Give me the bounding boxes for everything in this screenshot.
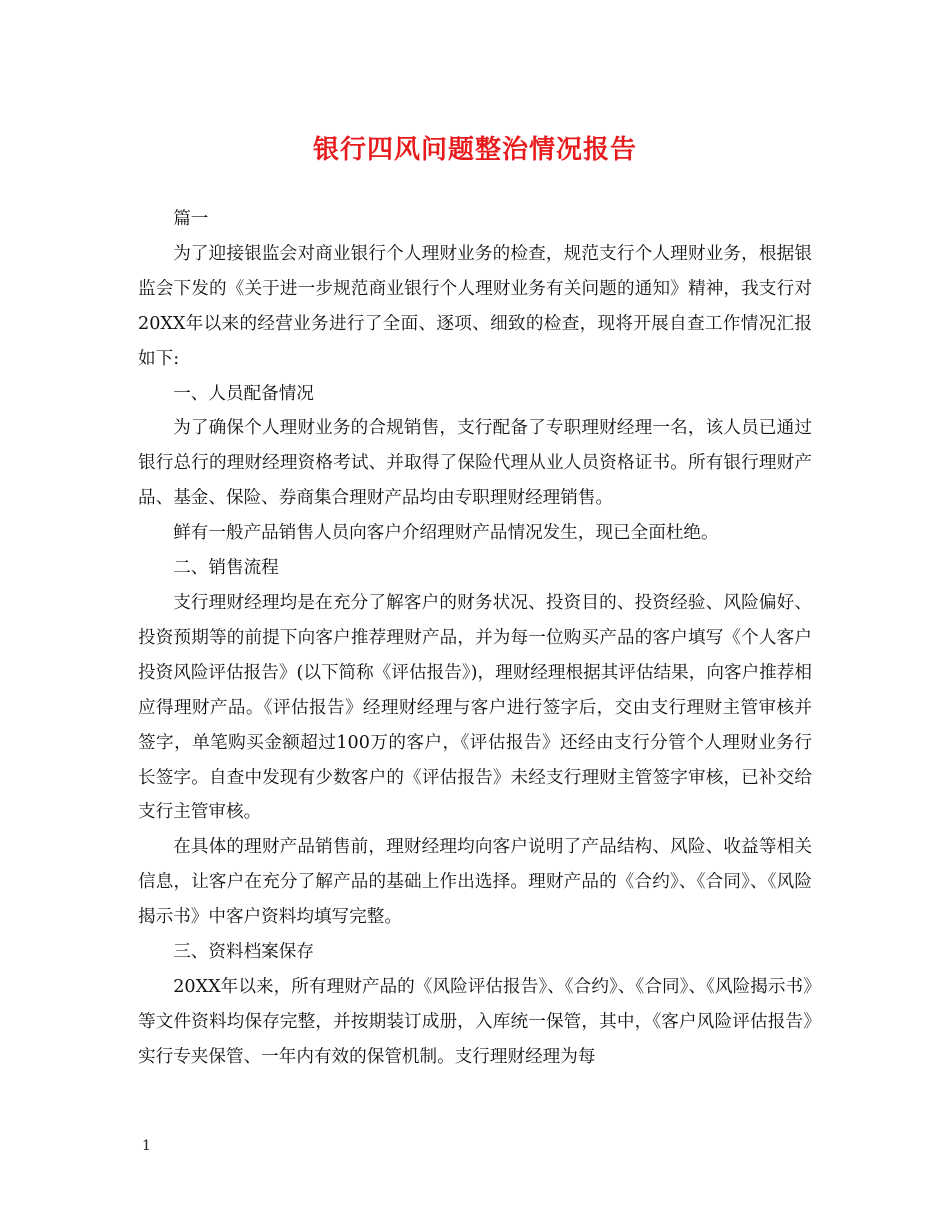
section-heading-sales-process: 二、销售流程	[173, 558, 279, 579]
paragraph-product-disclosure: 在具体的理财产品销售前，理财经理均向客户说明了产品结构、风险、收益等相关信息，让客户在充分了解产品的基础上作出选择。理财产品的《合约》、《合同》、《风险揭示书》中客户资料均填写完整。	[138, 837, 812, 928]
section-heading-staffing: 一、人员配备情况	[173, 383, 314, 404]
paragraph-intro: 为了迎接银监会对商业银行个人理财业务的检查，规范支行个人理财业务，根据银监会下发的《关于进一步规范商业银行个人理财业务有关问题的通知》精神，我支行对20XX年以来的经营业务进行了全面、逐项、细致的检查，现将开展自查工作情况汇报如下:	[138, 243, 812, 369]
paragraph-archives: 20XX年以来，所有理财产品的《风险评估报告》、《合约》、《合同》、《风险揭示书》等文件资料均保存完整，并按期装订成册，入库统一保管，其中，《客户风险评估报告》实行专夹保管、一年内有效的保管机制。支行理财经理为每	[138, 976, 812, 1067]
page-number: 1	[142, 1138, 151, 1154]
paragraph-staffing: 为了确保个人理财业务的合规销售，支行配备了专职理财经理一名，该人员已通过银行总行的理财经理资格考试、并取得了保险代理从业人员资格证书。所有银行理财产品、基金、保险、券商集合理财产品均由专职理财经理销售。	[138, 418, 812, 509]
document-title: 银行四风问题整治情况报告	[312, 135, 637, 165]
paragraph-staffing-note: 鲜有一般产品销售人员向客户介绍理财产品情况发生，现已全面杜绝。	[173, 523, 719, 544]
section-heading-archives: 三、资料档案保存	[173, 942, 314, 963]
section-label-part-one: 篇一	[173, 209, 209, 229]
paragraph-sales-process: 支行理财经理均是在充分了解客户的财务状况、投资目的、投资经验、风险偏好、投资预期等的前提下向客户推荐理财产品，并为每一位购买产品的客户填写《个人客户投资风险评估报告》(以下简称《评估报告》)，理财经理根据其评估结果，向客户推荐相应得理财产品。《评估报告》经理财经理与客户进行签字后，交由支行理财主管审核并签字，单笔购买金额超过100万的客户，《评估报告》还经由支行分管个人理财业务行长签字。自查中发现有少数客户的《评估报告》未经支行理财主管签字审核，已补交给支行主管审核。	[138, 592, 812, 823]
document-body	[138, 202, 812, 1075]
